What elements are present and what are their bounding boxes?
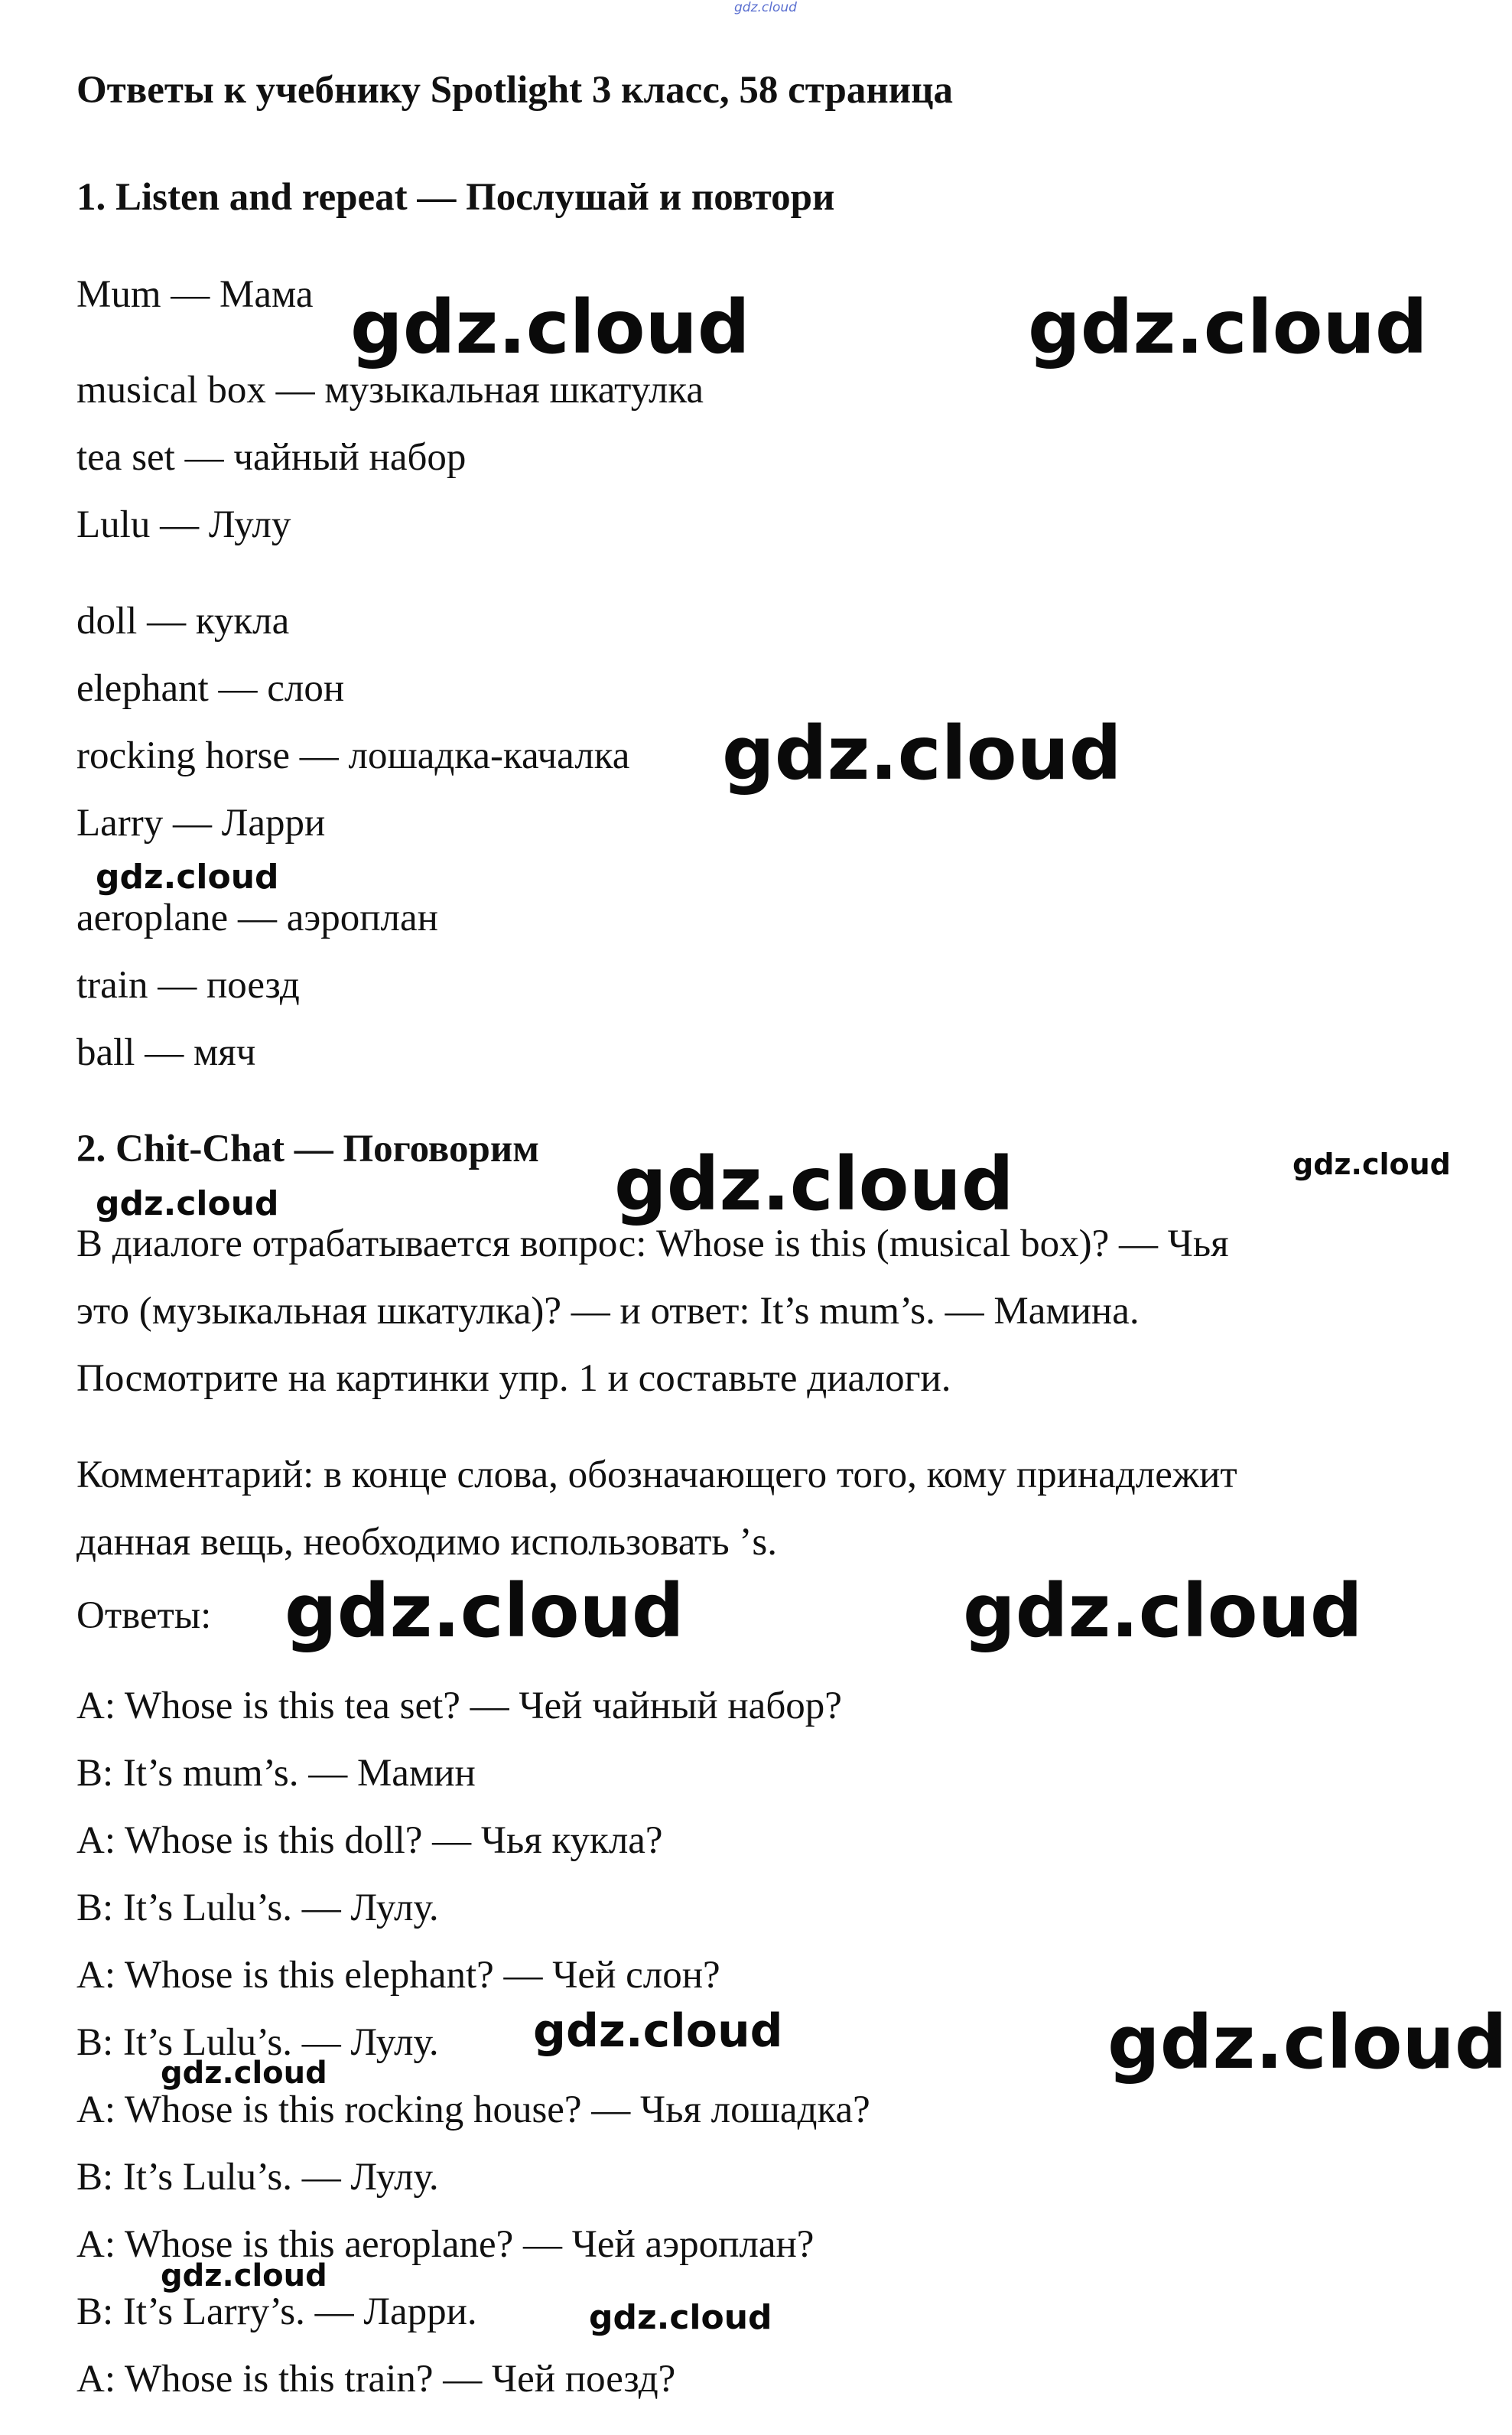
paragraph-line: В диалоге отрабатывается вопрос: Whose is this (musical box)? — Чья <box>76 1222 1229 1265</box>
vocab-item: rocking horse — лошадка-качалка <box>76 734 630 777</box>
watermark: gdz.cloud <box>96 1184 279 1223</box>
dialogue-line: B: It’s Lulu’s. — Лулу. <box>76 2021 439 2064</box>
watermark: gdz.cloud <box>533 2004 783 2058</box>
vocab-item: doll — кукла <box>76 600 290 643</box>
watermark: gdz.cloud <box>285 1568 684 1654</box>
page-title: Ответы к учебнику Spotlight 3 класс, 58 страница <box>76 69 953 112</box>
dialogue-line: A: Whose is this rocking house? — Чья лошадка? <box>76 2088 870 2131</box>
vocab-item: Larry — Ларри <box>76 802 326 845</box>
paragraph-line: это (музыкальная шкатулка)? — и ответ: It’s mum’s. — Мамина. <box>76 1290 1140 1333</box>
vocab-item: Mum — Мама <box>76 273 314 316</box>
watermark: gdz.cloud <box>1028 285 1428 370</box>
watermark: gdz.cloud <box>614 1141 1014 1227</box>
watermark: gdz.cloud <box>1293 1148 1451 1181</box>
section-2-heading: 2. Chit-Chat — Поговорим <box>76 1128 539 1170</box>
answers-label: Ответы: <box>76 1594 212 1637</box>
watermark: gdz.cloud <box>161 2056 327 2091</box>
section-1-heading: 1. Listen and repeat — Послушай и повтори <box>76 176 835 219</box>
vocab-item: tea set — чайный набор <box>76 436 467 479</box>
vocab-item: aeroplane — аэроплан <box>76 897 438 939</box>
watermark: gdz.cloud <box>963 1568 1363 1654</box>
dialogue-line: A: Whose is this train? — Чей поезд? <box>76 2358 676 2401</box>
paragraph-line: Посмотрите на картинки упр. 1 и составьте диалоги. <box>76 1357 951 1400</box>
dialogue-line: A: Whose is this tea set? — Чей чайный набор? <box>76 1685 842 1727</box>
dialogue-line: A: Whose is this aeroplane? — Чей аэроплан? <box>76 2223 815 2266</box>
dialogue-line: B: It’s mum’s. — Мамин <box>76 1752 476 1795</box>
vocab-item: elephant — слон <box>76 667 345 710</box>
watermark: gdz.cloud <box>161 2258 327 2293</box>
watermark: gdz.cloud <box>1107 2000 1507 2085</box>
dialogue-line: B: It’s Lulu’s. — Лулу. <box>76 2156 439 2199</box>
watermark: gdz.cloud <box>96 858 279 897</box>
watermark: gdz.cloud <box>734 0 797 15</box>
vocab-item: musical box — музыкальная шкатулка <box>76 369 704 412</box>
watermark: gdz.cloud <box>722 711 1122 796</box>
watermark: gdz.cloud <box>350 285 750 370</box>
dialogue-line: B: It’s Larry’s. — Ларри. <box>76 2290 477 2333</box>
dialogue-line: B: It’s Lulu’s. — Лулу. <box>76 1886 439 1929</box>
vocab-item: Lulu — Лулу <box>76 503 291 546</box>
comment-line: Комментарий: в конце слова, обозначающего того, кому принадлежит <box>76 1454 1237 1496</box>
watermark: gdz.cloud <box>589 2298 772 2337</box>
dialogue-line: A: Whose is this doll? — Чья кукла? <box>76 1819 663 1862</box>
vocab-item: ball — мяч <box>76 1031 256 1074</box>
vocab-item: train — поезд <box>76 964 300 1007</box>
comment-line: данная вещь, необходимо использовать ’s. <box>76 1521 777 1564</box>
dialogue-line: A: Whose is this elephant? — Чей слон? <box>76 1954 720 1997</box>
